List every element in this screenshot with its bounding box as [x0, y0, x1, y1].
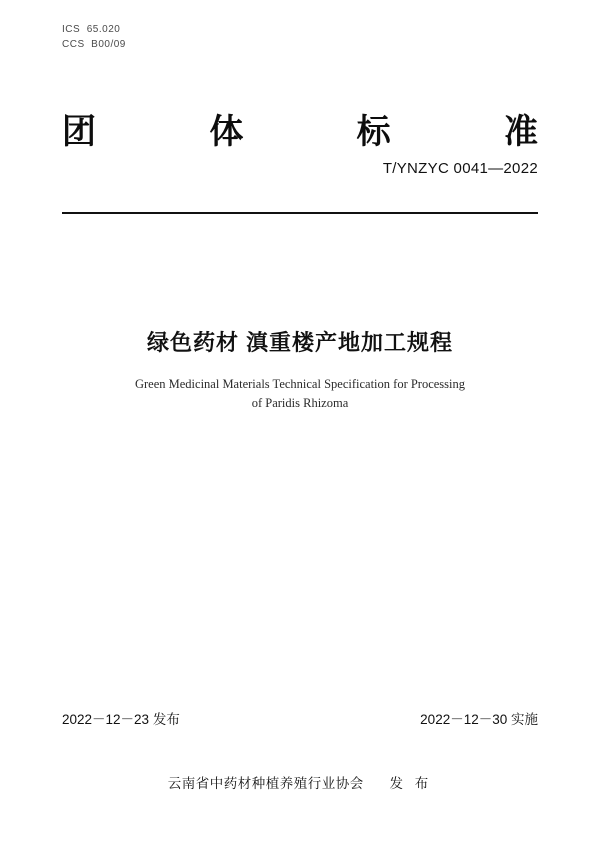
- issue-date: 2022－12－23 发布: [62, 712, 180, 727]
- heading-char-2: 体: [209, 113, 244, 151]
- standard-type-heading: [62, 104, 538, 153]
- document-title-english-line2: of Paridis Rhizoma: [251, 396, 349, 410]
- publisher-name: 云南省中药材种植养殖行业协会: [167, 776, 364, 791]
- ccs-code: CCS B00/09: [62, 39, 126, 50]
- date-row: [62, 708, 538, 728]
- document-title-english-line1: Green Medicinal Materials Technical Specification for Processing: [134, 377, 466, 391]
- document-title-chinese: 绿色药材 滇重楼产地加工规程: [146, 330, 454, 355]
- document-title-english: [110, 375, 490, 413]
- publisher-line: [0, 772, 600, 792]
- ics-code: ICS 65.020: [62, 24, 121, 35]
- heading-char-3: 标: [356, 113, 391, 151]
- effective-date: 2022－12－30 实施: [420, 712, 538, 727]
- header-divider: [62, 212, 538, 214]
- heading-char-4: 准: [503, 113, 538, 151]
- standard-number: T/YNZYC 0041—2022: [382, 160, 538, 177]
- classification-codes: [62, 22, 126, 52]
- heading-char-1: 团: [62, 113, 96, 151]
- publisher-action: 发 布: [389, 776, 433, 791]
